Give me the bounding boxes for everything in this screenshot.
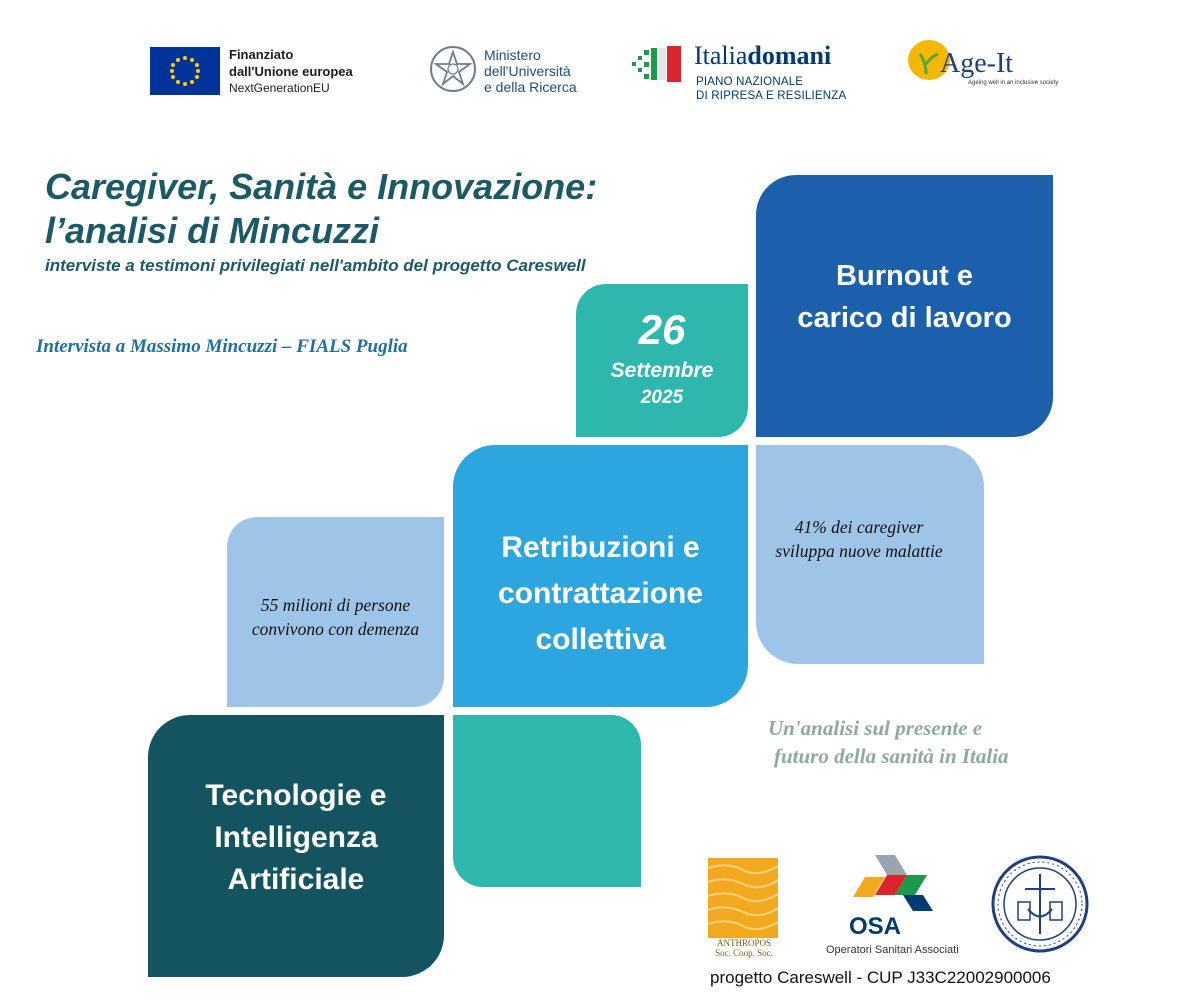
stat-41-text [764,515,954,563]
retribuzioni-line2: contrattazione [497,577,704,610]
date-year: 2025 [640,387,684,408]
ministry-line2: dell'Università [484,63,571,79]
tecnologie-label [148,775,444,901]
tile-tecnologie [148,715,444,977]
project-footer: progetto Careswell - CUP J33C22002900006 [710,968,1051,987]
tile-burnout [756,175,1053,437]
stat-55-text [233,593,438,641]
title-line1: Caregiver, Sanità e Innovazione: [45,166,598,207]
page-subtitle: interviste a testimoni privilegiati nell'ambito del progetto Careswell [45,256,586,275]
itd-sub2: DI RIPRESA E RESILIENZA [696,90,847,102]
anthropos-line1: ANTHROPOS [716,938,771,948]
burnout-line1: Burnout e [836,260,973,292]
osa-subtitle: Operatori Sanitari Associati [826,944,959,956]
eu-funding-text [229,46,353,97]
anthropos-logo-icon [708,858,778,938]
ministry-emblem-icon [428,42,478,96]
stat41-line1: 41% dei caregiver [794,517,924,537]
burnout-line2: carico di lavoro [797,302,1012,334]
title-line2: l’analisi di Mincuzzi [45,210,380,251]
date-day: 26 [638,306,686,353]
stat55-line2: convivono con demenza [251,619,420,639]
tile-retribuzioni [453,445,748,707]
ministry-line3: e della Ricerca [484,79,577,95]
stat41-line2: sviluppa nuove malattie [775,541,943,561]
tile-stat-55 [227,517,444,707]
age-it-tagline: Ageing well in an inclusive society [968,80,1059,86]
eu-flag-icon [150,47,220,95]
tecnologie-line1: Tecnologie e [205,779,387,812]
italia-domani-title [694,41,831,71]
anthropos-line2: Soc. Coop. Soc. [715,948,773,958]
analysis-line1: Un'analisi sul presente e [768,716,983,740]
retribuzioni-line1: Retribuzioni e [501,531,700,564]
italia-domani-title-a: Italia [694,41,748,70]
eu-line1: Finanziato [229,47,294,62]
age-it-name: Age-It [940,48,1014,79]
ministry-line1: Ministero [484,47,541,63]
burnout-label [756,255,1053,339]
italia-domani-title-b: domani [747,41,832,70]
ministry-text [484,47,577,95]
interview-heading: Intervista a Massimo Mincuzzi – FIALS Puglia [36,336,408,357]
anthropos-text [702,938,786,958]
itd-sub1: PIANO NAZIONALE [696,76,804,88]
italia-domani-icon [630,44,684,88]
osa-name: OSA [849,913,902,940]
eu-line3: NextGenerationEU [229,81,330,95]
page-title [45,165,597,253]
eu-line2: dall'Unione europea [229,64,353,79]
tile-stat-41 [756,445,984,664]
tile-teal-decorative [453,715,641,887]
university-seal-icon [990,854,1090,954]
analysis-line2: futuro della sanità in Italia [774,744,1009,768]
italia-domani-subtitle [696,75,846,103]
tile-date [576,284,748,437]
tecnologie-line3: Artificiale [227,863,365,896]
analysis-tagline [768,714,1009,770]
retribuzioni-line3: collettiva [535,623,666,656]
date-month: Settembre [610,359,714,382]
tecnologie-line2: Intelligenza [214,821,378,854]
retribuzioni-label [453,525,748,663]
stat55-line1: 55 milioni di persone [260,595,411,615]
